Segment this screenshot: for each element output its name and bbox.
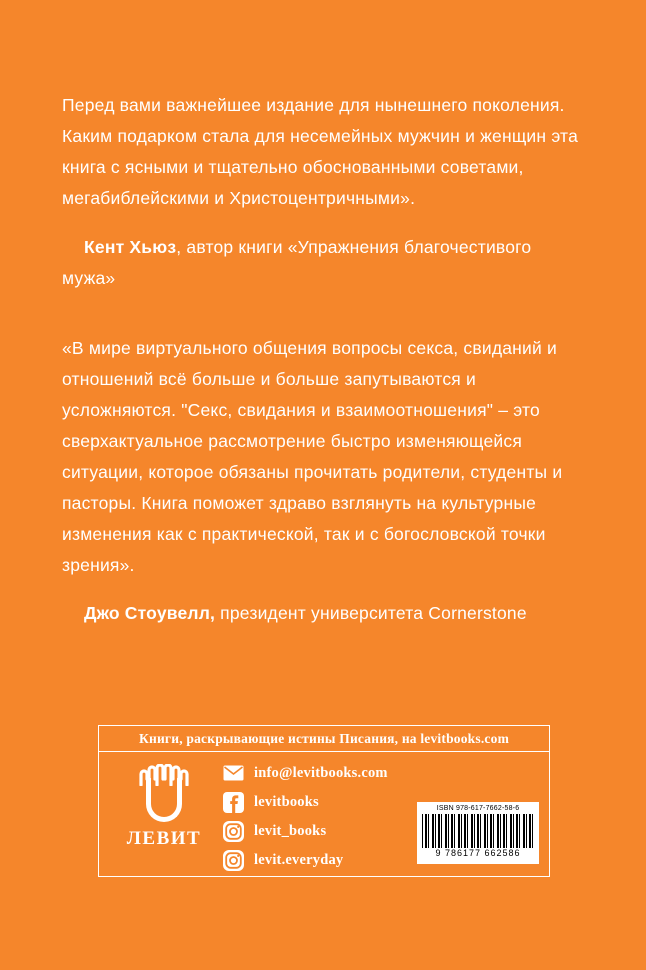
facebook-icon: [223, 792, 244, 813]
endorsement-quote-1: Перед вами важнейшее издание для нынешнего поколения. Каким подарком стала для несемейных мужчин и женщин эта книга с ясными и тщательно обоснованными советами, мегабиблейскими и Христоцентричными».: [62, 95, 579, 208]
publisher-name: ЛЕВИТ: [126, 828, 202, 849]
isbn-barcode: [417, 802, 539, 864]
endorser-name-1: Кент Хьюз: [84, 236, 177, 257]
contact-instagram-2-label: levit.everyday: [254, 851, 344, 868]
contact-instagram-1[interactable]: [223, 820, 388, 842]
logo-u-shape: [146, 778, 182, 822]
barcode-bars: [422, 814, 534, 848]
contact-email[interactable]: [223, 762, 388, 784]
endorser-name-2: Джо Стоувелл,: [84, 603, 216, 623]
publisher-footer-body: [99, 752, 549, 878]
email-icon: [223, 763, 244, 784]
contact-instagram-1-label: levit_books: [254, 822, 327, 839]
endorser-title-2: президент университета Cornerstone: [215, 603, 527, 623]
instagram-icon: [223, 850, 244, 871]
endorsement-quote-2: «В мире виртуального общения вопросы секса, свиданий и отношений всё больше и больше запутываются и усложняются. "Секс, свидания и взаимоотношения" – это сверхактуальное рассмотрение быстро изменяющейся ситуации, которое обязаны прочитать родители, студенты и пасторы. Книга поможет здраво взглянуть на культурные изменения как с практической, так и с богословской точки зрения».: [62, 337, 563, 575]
cover-text-block: [62, 90, 582, 647]
contact-facebook[interactable]: [223, 791, 388, 813]
isbn-text: ISBN 978-617-7662-58-6: [436, 805, 520, 812]
contact-facebook-label: levitbooks: [254, 793, 319, 810]
publisher-tagline: Книги, раскрывающие истины Писания, на levitbooks.com: [99, 726, 549, 752]
endorsement-attribution-2: [62, 598, 582, 629]
contacts-list: [223, 762, 388, 871]
endorsement-attribution-1: [62, 232, 582, 294]
endorser-title-1: , автор книги «Упражнения благочестивого мужа»: [62, 236, 532, 288]
contact-instagram-2[interactable]: [223, 849, 388, 871]
contact-email-label: info@levitbooks.com: [254, 764, 388, 781]
publisher-logo: [121, 764, 207, 850]
barcode-number: 9 786177 662586: [435, 848, 521, 858]
instagram-icon: [223, 821, 244, 842]
publisher-footer-panel: [98, 725, 550, 877]
logo-cup-icon: [133, 764, 195, 822]
